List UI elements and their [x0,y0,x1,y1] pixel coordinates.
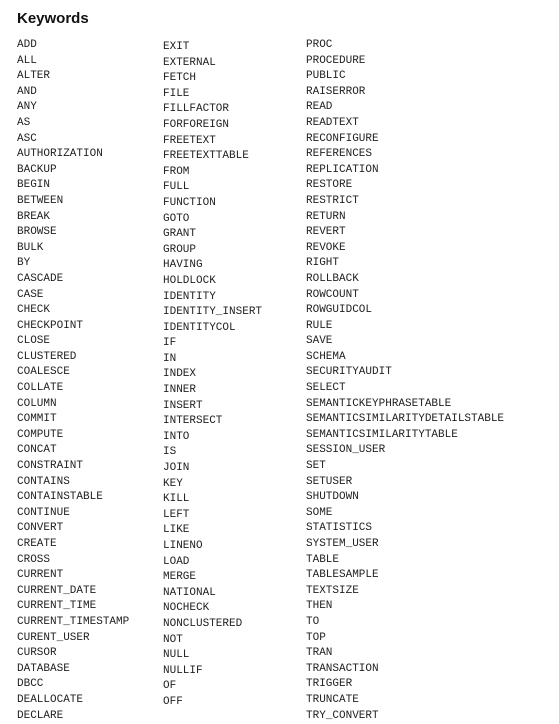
keyword-item: SET [306,460,326,473]
keyword-item: LEFT [163,508,190,521]
keyword-item: FILE [163,87,190,100]
keyword-item: EXTERNAL [163,56,216,69]
keyword-item: RECONFIGURE [306,132,379,145]
keyword-item: CONVERT [17,522,64,535]
keyword-item: PROCEDURE [306,54,366,67]
keyword-item: CLOSE [17,335,51,348]
keyword-item: GOTO [163,212,190,225]
keyword-item: KEY [163,477,183,490]
keyword-item: CONTINUE [17,506,70,519]
keyword-item: ASC [17,132,37,145]
keyword-item: READ [306,101,333,114]
keyword-item: TRANSACTION [306,662,379,675]
keyword-item: TO [306,615,320,628]
keyword-item: FULL [163,181,190,194]
keyword-item: BULK [17,241,44,254]
keyword-item: DBCC [17,678,44,691]
keyword-item: SELECT [306,382,346,395]
keyword-item: AS [17,116,31,129]
keyword-item: SECURITYAUDIT [306,366,392,379]
keyword-item: SETUSER [306,475,353,488]
keyword-item: FETCH [163,72,197,85]
keyword-item: CURRENT_TIMESTAMP [17,615,130,628]
keyword-item: HAVING [163,259,203,272]
keyword-item: IDENTITYCOL [163,321,236,334]
keyword-item: CURSOR [17,647,57,660]
keyword-item: ROLLBACK [306,272,359,285]
keyword-item: BACKUP [17,163,57,176]
keyword-item: REFERENCES [306,148,373,161]
keyword-item: CONTAINS [17,475,70,488]
keyword-item: COLLATE [17,382,64,395]
keyword-item: SEMANTICKEYPHRASETABLE [306,397,452,410]
keyword-item: CURRENT_TIME [17,600,97,613]
keyword-item: EXIT [163,41,190,53]
keyword-item: SCHEMA [306,350,346,363]
keyword-item: BETWEEN [17,194,64,207]
keyword-item: RAISERROR [306,85,366,98]
keyword-item: NOCHECK [163,602,210,615]
keyword-item: CONTAINSTABLE [17,491,103,504]
keyword-item: RETURN [306,210,346,223]
keyword-item: NULLIF [163,664,203,677]
keyword-item: READTEXT [306,116,359,129]
keyword-item: RESTRICT [306,194,359,207]
keyword-item: CONCAT [17,444,57,457]
keyword-item: NOT [163,633,183,646]
keyword-item: ROWGUIDCOL [306,304,373,317]
keyword-item: LOAD [163,555,190,568]
keyword-item: CREATE [17,538,57,550]
keyword-item: ALTER [17,70,51,83]
keyword-item: INNER [163,384,197,397]
keyword-item: BY [17,257,31,270]
keyword-item: MERGE [163,571,197,584]
keyword-item: SESSION_USER [306,444,386,457]
keyword-item: ALL [17,54,37,67]
keyword-item: REVERT [306,226,346,239]
keyword-item: FUNCTION [163,196,216,209]
keyword-item: LINENO [163,540,203,552]
keyword-item: SEMANTICSIMILARITYDETAILSTABLE [306,413,505,426]
keyword-item: OF [163,680,177,693]
keyword-item: CASCADE [17,272,64,285]
keyword-item: TEXTSIZE [306,584,359,597]
keyword-item: TRY_CONVERT [306,709,379,722]
keyword-item: REPLICATION [306,163,379,176]
keyword-item: TABLE [306,553,340,566]
keyword-item: OFF [163,695,183,708]
keyword-item: JOIN [163,462,190,475]
keyword-item: TABLESAMPLE [306,569,379,582]
keyword-item: SOME [306,506,333,519]
keyword-item: BROWSE [17,226,57,239]
keyword-item: STATISTICS [306,522,373,535]
keyword-item: TRIGGER [306,678,353,691]
keyword-item: GRANT [163,228,197,241]
keyword-item: ANY [17,101,37,114]
keyword-item: NATIONAL [163,586,216,599]
keyword-item: COALESCE [17,366,70,379]
keyword-item: CHECKPOINT [17,319,84,332]
keyword-item: IF [163,337,177,350]
keyword-item: SYSTEM_USER [306,538,379,550]
keyword-column-1 [17,38,129,724]
keyword-item: ROWCOUNT [306,288,359,301]
keyword-item: BREAK [17,210,51,223]
keyword-item: TRAN [306,647,333,660]
keyword-item: RULE [306,319,333,332]
keyword-item: IS [163,446,177,459]
keyword-item: FILLFACTOR [163,103,230,116]
keyword-item: DATABASE [17,662,70,675]
keyword-item: DECLARE [17,709,64,722]
page-title: Keywords [17,10,89,27]
keyword-item: COMPUTE [17,428,64,441]
keyword-item: FROM [163,165,190,178]
keyword-item: INSERT [163,399,203,412]
keyword-item: AUTHORIZATION [17,148,103,161]
keyword-item: SAVE [306,335,333,348]
keyword-item: NONCLUSTERED [163,617,243,630]
keyword-item: HOLDLOCK [163,274,216,287]
keyword-item: PROC [306,39,333,51]
keyword-item: NULL [163,649,190,662]
keyword-item: IDENTITY [163,290,216,303]
keyword-item: CASE [17,288,44,301]
keyword-item: AND [17,85,37,98]
keyword-item: FREETEXT [163,134,216,147]
keyword-item: CONSTRAINT [17,460,84,473]
keyword-item: SHUTDOWN [306,491,359,504]
keyword-item: SEMANTICSIMILARITYTABLE [306,428,458,441]
keyword-item: THEN [306,600,333,613]
keyword-item: ADD [17,39,37,51]
keyword-item: IN [163,352,177,365]
keyword-item: KILL [163,493,190,506]
keyword-item: BEGIN [17,179,51,192]
keyword-item: INTO [163,430,190,443]
keyword-item: REVOKE [306,241,346,254]
keyword-item: COLUMN [17,397,57,410]
keyword-item: TOP [306,631,326,644]
keyword-item: PUBLIC [306,70,346,83]
keyword-item: CURENT_USER [17,631,90,644]
keyword-item: COMMIT [17,413,57,426]
keyword-item: CURRENT_DATE [17,584,97,597]
keyword-item: DEALLOCATE [17,693,84,706]
keyword-item: INDEX [163,368,197,381]
keyword-item: LIKE [163,524,190,537]
keyword-column-2 [163,40,262,711]
keyword-item: FORFOREIGN [163,118,230,131]
keyword-item: CHECK [17,304,51,317]
keyword-item: RIGHT [306,257,340,270]
keyword-column-3 [306,38,504,724]
keyword-item: CURRENT [17,569,64,582]
keyword-item: TRUNCATE [306,693,359,706]
keyword-item: CLUSTERED [17,350,77,363]
keyword-item: CROSS [17,553,51,566]
keyword-item: RESTORE [306,179,353,192]
keyword-item: INTERSECT [163,415,223,428]
keyword-item: IDENTITY_INSERT [163,306,263,319]
keyword-item: FREETEXTTABLE [163,150,249,163]
keyword-item: GROUP [163,243,197,256]
